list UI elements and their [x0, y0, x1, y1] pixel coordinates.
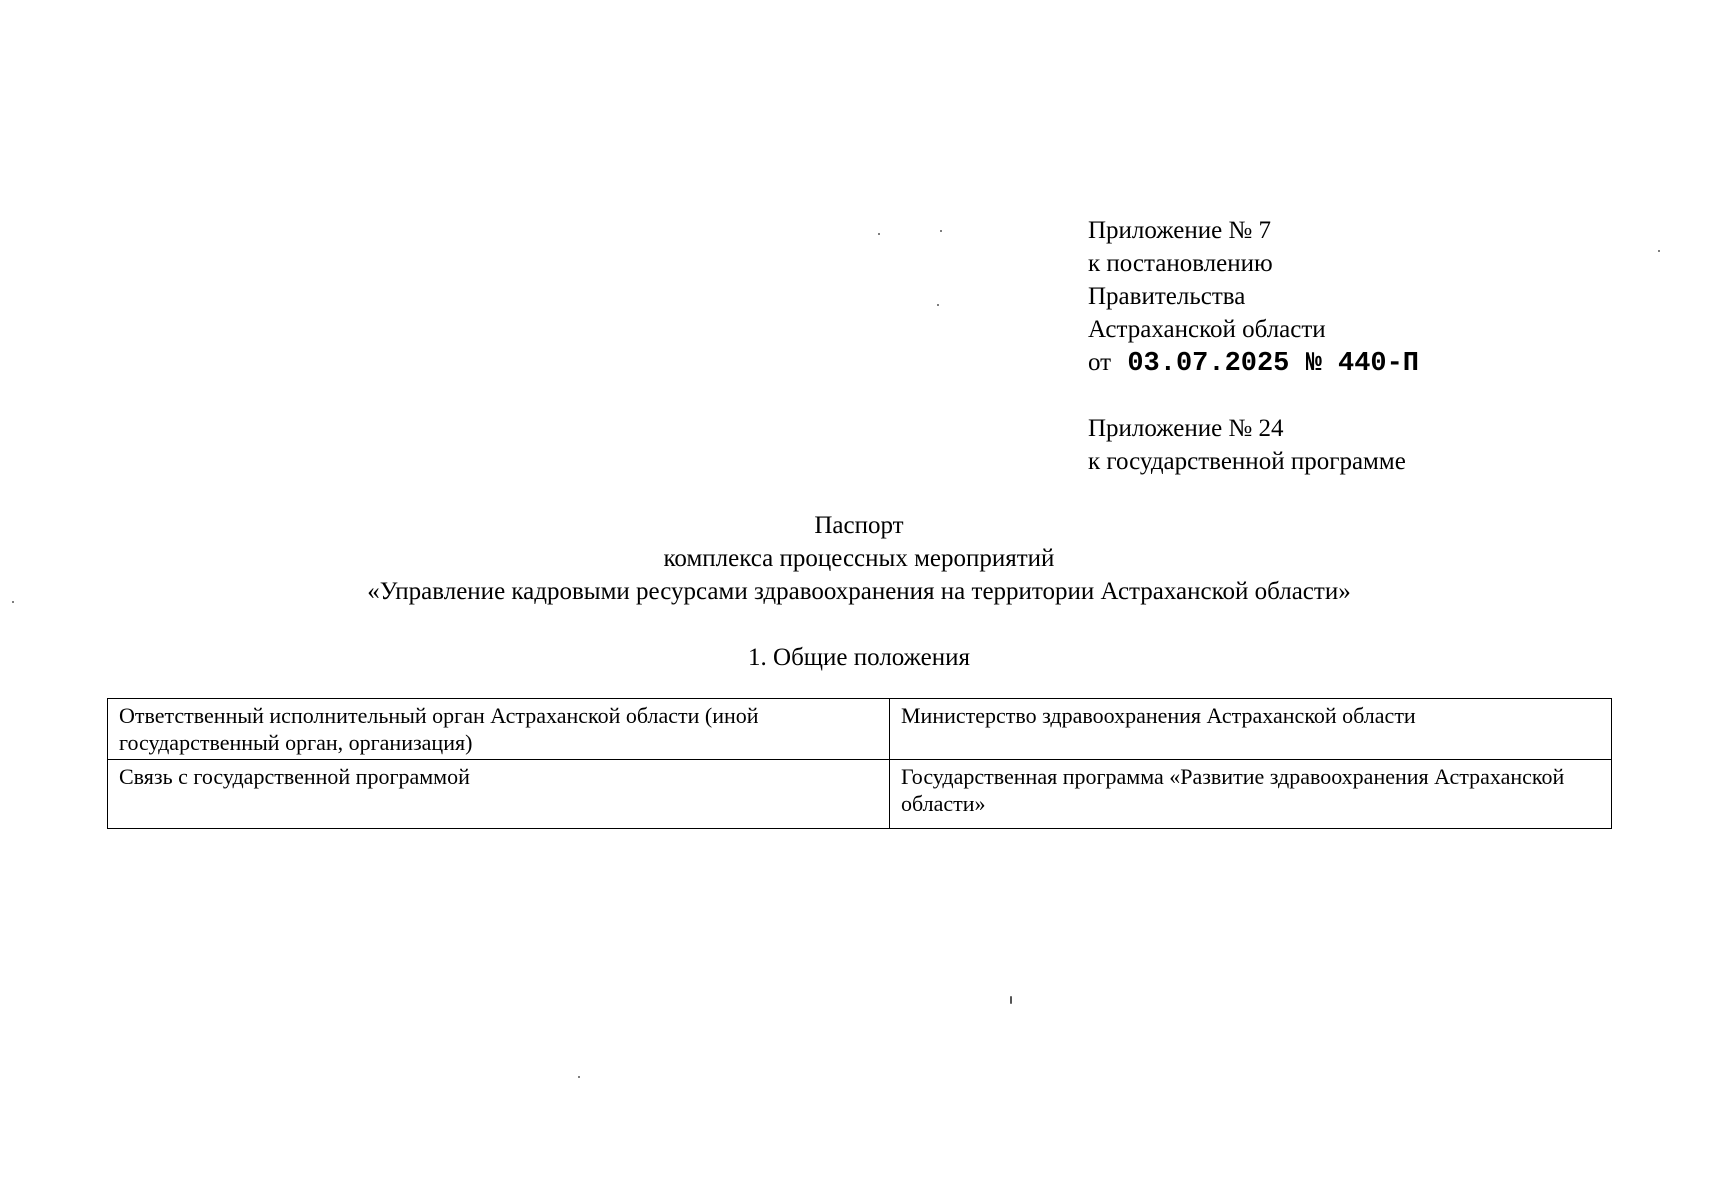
appendix-date-line	[1088, 346, 1419, 381]
scan-speck	[1658, 250, 1660, 252]
scan-speck	[12, 601, 14, 603]
title-name: «Управление кадровыми ресурсами здравоохранения на территории Астраханской области»	[367, 578, 1351, 605]
table-cell-label: Связь с государственной программой	[108, 760, 890, 829]
scan-speck	[940, 230, 942, 232]
date-number-stamp: 03.07.2025 № 440-П	[1127, 349, 1420, 379]
table-row	[108, 699, 1612, 760]
scan-speck	[937, 304, 939, 306]
scan-speck	[578, 1076, 580, 1078]
appendix-government: Правительства	[1088, 283, 1246, 310]
appendix-original-number: Приложение № 24	[1088, 415, 1284, 442]
appendix-original-to-program: к государственной программе	[1088, 448, 1406, 475]
appendix-current	[1088, 214, 1419, 381]
document-title	[0, 509, 1718, 608]
appendix-original	[1088, 412, 1406, 478]
appendix-to-resolution: к постановлению	[1088, 250, 1273, 277]
title-passport: Паспорт	[814, 512, 904, 539]
table-cell-label: Ответственный исполнительный орган Астраханской области (иной государственный орган, организация)	[108, 699, 890, 760]
title-complex: комплекса процессных мероприятий	[663, 545, 1055, 572]
section-heading: 1. Общие положения	[748, 644, 970, 671]
scan-speck	[878, 233, 880, 235]
table-cell-value: Государственная программа «Развитие здравоохранения Астраханской области»	[890, 760, 1612, 829]
appendix-number: Приложение № 7	[1088, 217, 1272, 244]
table-cell-value: Министерство здравоохранения Астраханской области	[890, 699, 1612, 760]
scan-speck	[1010, 996, 1012, 1004]
date-prefix: от	[1088, 349, 1112, 376]
appendix-region: Астраханской области	[1088, 316, 1326, 343]
table-row	[108, 760, 1612, 829]
general-provisions-table	[107, 698, 1612, 829]
